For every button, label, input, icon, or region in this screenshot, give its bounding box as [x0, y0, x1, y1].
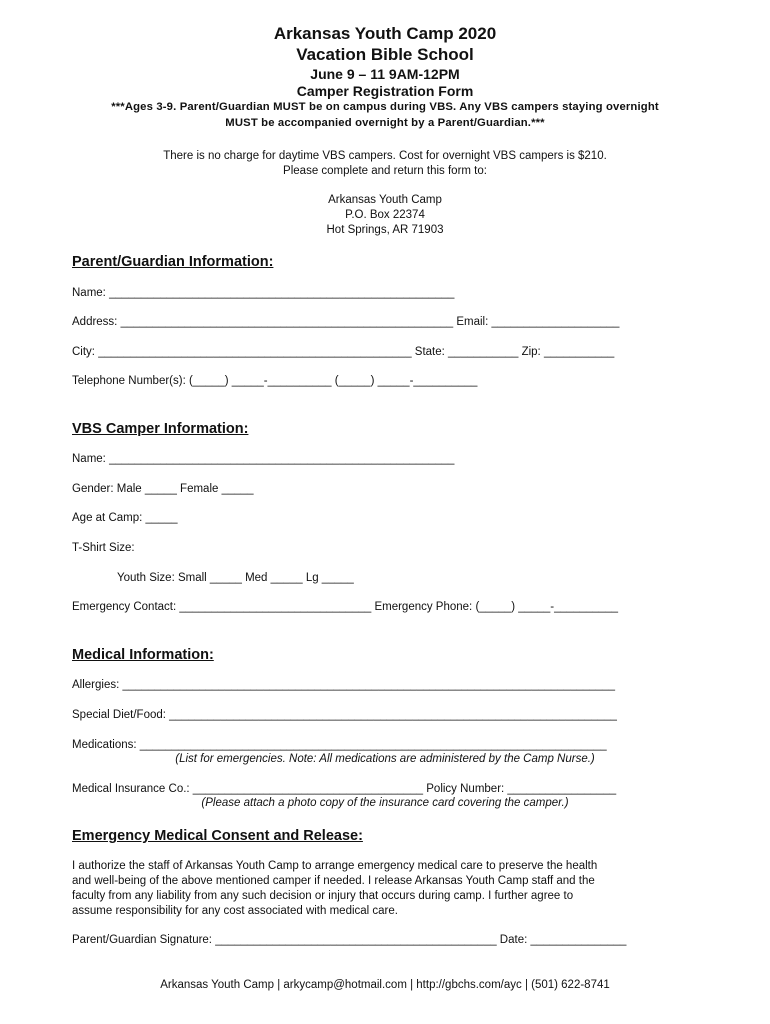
camper-gender-field[interactable]: Gender: Male _____ Female _____ [72, 483, 254, 495]
camper-name-field[interactable]: Name: ______________________________________________________ [72, 453, 455, 465]
consent-paragraph-line-2: and well-being of the above mentioned camper if needed. I release Arkansas Youth Camp staff and the [72, 875, 595, 887]
allergies-field[interactable]: Allergies: _____________________________________________________________________________ [72, 679, 615, 691]
camper-section-heading: VBS Camper Information: [72, 421, 249, 437]
signature-date-field[interactable]: Parent/Guardian Signature: ____________________________________________ Date: _______________ [72, 934, 627, 946]
special-diet-field[interactable]: Special Diet/Food: ______________________________________________________________________ [72, 709, 617, 721]
parent-name-field[interactable]: Name: ______________________________________________________ [72, 287, 455, 299]
return-instruction: Please complete and return this form to: [283, 165, 487, 177]
age-notice-line-1: ***Ages 3-9. Parent/Guardian MUST be on campus during VBS. Any VBS campers staying overnight [111, 101, 659, 113]
age-notice-line-2: MUST be accompanied overnight by a Parent/Guardian.*** [225, 117, 545, 129]
insurance-note: (Please attach a photo copy of the insurance card covering the camper.) [201, 797, 569, 809]
event-dates: June 9 – 11 9AM-12PM [310, 66, 460, 82]
medications-note: (List for emergencies. Note: All medications are administered by the Camp Nurse.) [175, 753, 595, 765]
mailing-address-box: P.O. Box 22374 [345, 209, 425, 221]
emergency-contact-field[interactable]: Emergency Contact: ______________________________ Emergency Phone: (_____) _____-__________ [72, 601, 619, 613]
form-title: Camper Registration Form [296, 83, 474, 99]
form-main-title: Arkansas Youth Camp 2020 [273, 24, 497, 43]
youth-size-field[interactable]: Youth Size: Small _____ Med _____ Lg _____ [117, 572, 354, 584]
form-subtitle: Vacation Bible School [296, 45, 474, 64]
tshirt-size-label: T-Shirt Size: [72, 542, 135, 554]
consent-paragraph-line-3: faculty from any liability from any such decision or injury that occurs during camp. I further agree to [72, 890, 574, 902]
insurance-policy-field[interactable]: Medical Insurance Co.: ____________________________________ Policy Number: _________________ [72, 783, 617, 795]
parent-city-state-zip-field[interactable]: City: _________________________________________________ State: ___________ Zip: ___________ [72, 346, 615, 358]
mailing-address-city: Hot Springs, AR 71903 [326, 224, 444, 236]
parent-address-email-field[interactable]: Address: ____________________________________________________ Email: ____________________ [72, 316, 620, 328]
medical-section-heading: Medical Information: [72, 647, 214, 663]
footer-contact: Arkansas Youth Camp | arkycamp@hotmail.com | http://gbchs.com/ayc | (501) 622-8741 [160, 979, 610, 991]
medications-field[interactable]: Medications: _________________________________________________________________________ [72, 739, 607, 751]
consent-paragraph-line-4: assume responsibility for any cost associated with medical care. [72, 905, 398, 917]
parent-section-heading: Parent/Guardian Information: [72, 254, 274, 270]
camper-age-field[interactable]: Age at Camp: _____ [72, 512, 178, 524]
cost-info: There is no charge for daytime VBS campers. Cost for overnight VBS campers is $210. [163, 150, 607, 162]
parent-phone-field[interactable]: Telephone Number(s): (_____) _____-__________ (_____) _____-__________ [72, 375, 478, 387]
consent-section-heading: Emergency Medical Consent and Release: [72, 828, 363, 844]
mailing-address-name: Arkansas Youth Camp [328, 194, 442, 206]
consent-paragraph-line-1: I authorize the staff of Arkansas Youth Camp to arrange emergency medical care to preserve the health [72, 860, 598, 872]
